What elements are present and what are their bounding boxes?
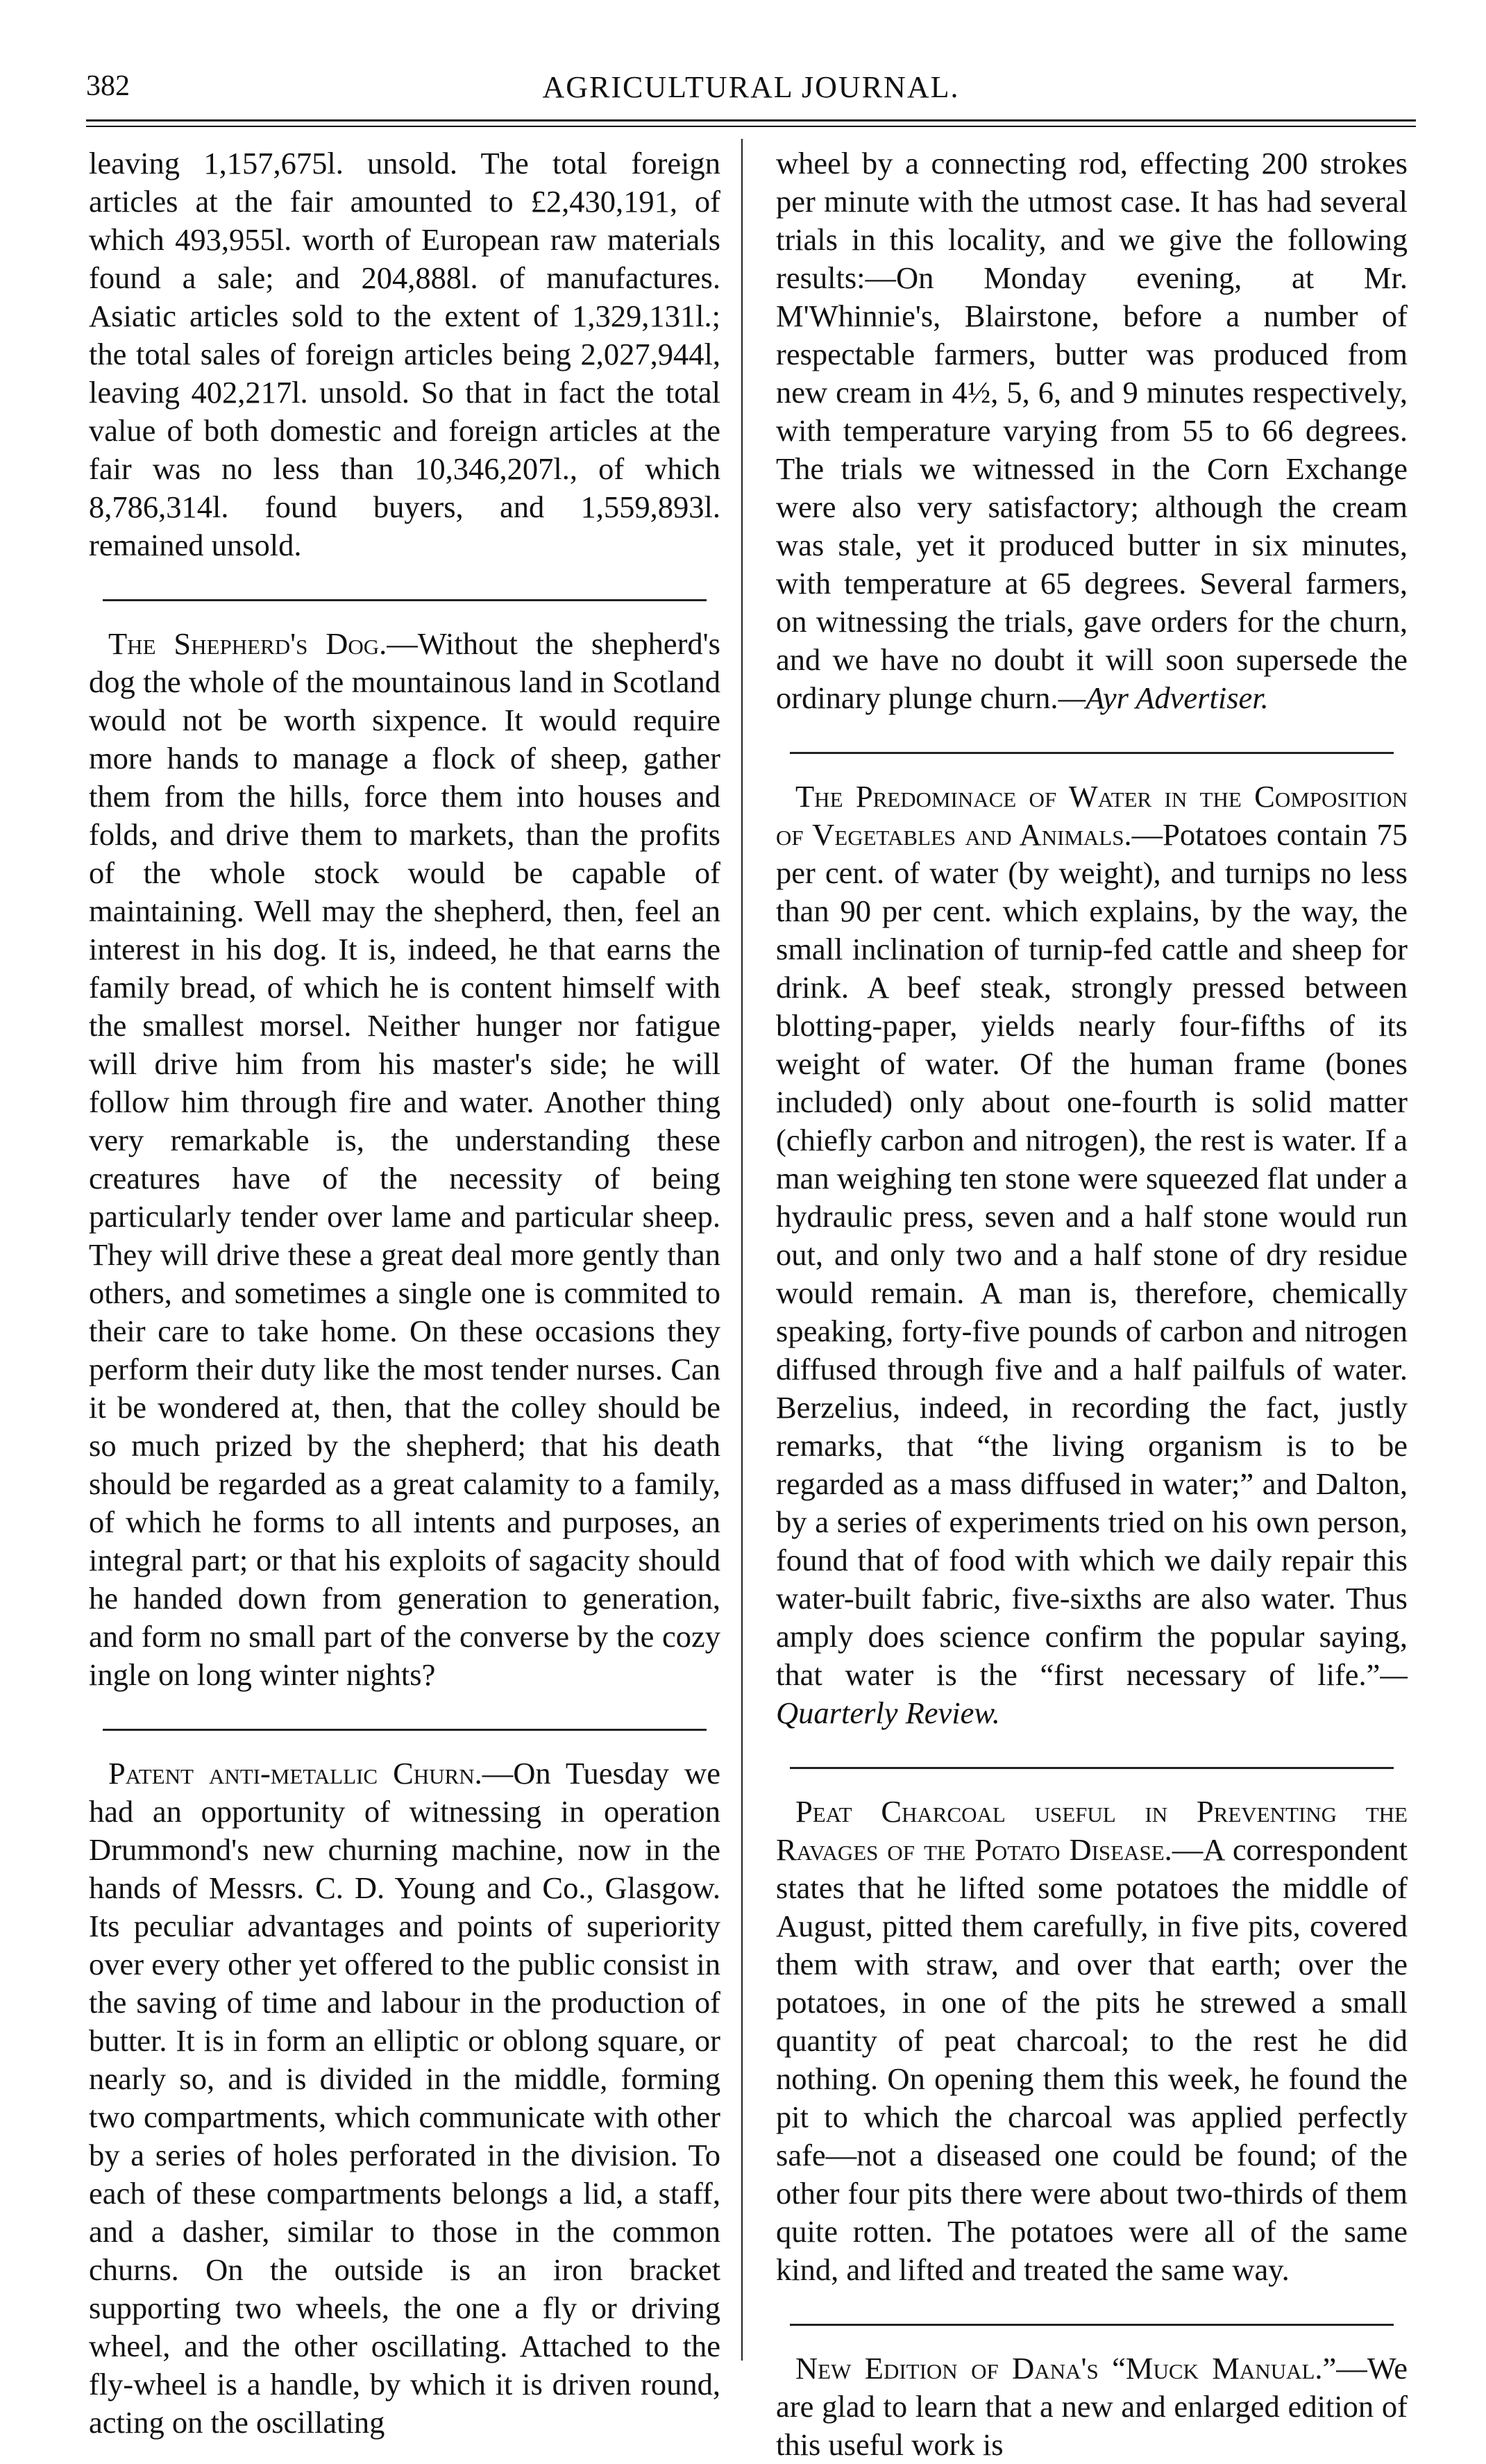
article-source: —Ayr Advertiser. (1058, 680, 1269, 715)
page-header (86, 69, 1416, 111)
article-title: Patent anti-metallic Churn. (108, 1756, 482, 1791)
article-body: —We are glad to learn that a new and enlarged edition of this useful work is (776, 2351, 1408, 2462)
article-divider (790, 752, 1394, 754)
article-body: —Without the shepherd's dog the whole of the mountainous land in Scotland would not be worth sixpence. It would require more hands to manage a flock of sheep, gather them from the hills, force them into houses and folds, and drive them to markets, than the profits of the whole stock would be capable of maintaining. Well may the shepherd, then, feel an interest in his dog. It is, indeed, he that earns the family bread, of which he is content himself with the smallest morsel. Neither hunger nor fatigue will drive him from his master's side; he will follow him through fire and water. Another thing very remarkable is, the understanding these creatures have of the necessity of being particularly tender over lame and particular sheep. They will drive these a great deal more gently than others, and sometimes a single one is commited to their care to take home. On these occasions they perform their duty like the most tender nurses. Can it be wondered at, then, that the colley should be so much prized by the shepherd; that his death should be regarded as a great calamity to a family, of which he forms to all intents and purposes, an integral part; or that his exploits of sagacity should he handed down from generation to generation, and form no small part of the converse by the cozy ingle on long winter nights? (89, 626, 720, 1692)
header-rule (86, 119, 1416, 127)
article-title: The Shepherd's Dog. (108, 626, 387, 661)
article-patent-churn (89, 1754, 720, 2442)
article-title: The Predominace of Water in the Composition of Vegetables and Animals. (776, 779, 1408, 852)
page-number: 382 (86, 70, 130, 102)
left-column (89, 144, 720, 2440)
churn-continuation-text (776, 144, 1408, 717)
article-body: wheel by a connecting rod, effecting 200 strokes per minute with the utmost case. It has had several trials in this locality, and we give the following results:—On Monday evening, at Mr. M'Whinnie's, Blairstone, before a number of respectable farmers, butter was produced from new cream in 4½, 5, 6, and 9 minutes respectively, with temperature varying from 55 to 66 degrees. The trials we witnessed in the Corn Exchange were also very satisfactory; although the cream was stale, yet it produced butter in six minutes, with temperature at 65 degrees. Several farmers, on witnessing the trials, gave orders for the churn, and we have no doubt it will soon supersede the ordinary plunge churn. (776, 146, 1408, 715)
article-divider (103, 1729, 707, 1731)
article-title: New Edition of Dana's “Muck Manual.” (795, 2351, 1337, 2386)
article-dana-muck-manual (776, 2349, 1408, 2464)
article-shepherds-dog (89, 625, 720, 1694)
article-divider (103, 599, 707, 601)
article-body: —Potatoes contain 75 per cent. of water (by weight), and turnips no less than 90 per cent. which explains, by the way, the small inclination of turnip-fed cattle and sheep for drink. A beef steak, strongly pressed between blotting-paper, yields nearly four-fifths of its weight of water. Of the human frame (bones included) only about one-fourth is solid matter (chiefly carbon and nitrogen), the rest is water. If a man weighing ten stone were squeezed flat under a hydraulic press, seven and a half stone would run out, and only two and a half stone of dry residue would remain. A man is, therefore, chemically speaking, forty-five pounds of carbon and nitrogen diffused through five and a half pailfuls of water. Berzelius, indeed, in recording the fact, justly remarks, that “the living organism is to be regarded as a mass diffused in water;” and Dalton, by a series of experiments tried on his own person, found that of food with which we daily repair this water-built fabric, five-sixths are also water. Thus amply does science confirm the popular saying, that water is the “first necessary of life.” (776, 817, 1408, 1692)
article-body: —On Tuesday we had an opportunity of witnessing in operation Drummond's new churning machine, now in the hands of Messrs. C. D. Young and Co., Glasgow. Its peculiar advantages and points of superiority over every other yet offered to the public consist in the saving of time and labour in the production of butter. It is in form an elliptic or oblong square, or nearly so, and is divided in the middle, forming two compartments, which communicate with other by a series of holes perforated in the division. To each of these compartments belongs a lid, a staff, and a dasher, similar to those in the common churns. On the outside is an iron bracket supporting two wheels, the one a fly or driving wheel, and the other oscillating. Attached to the fly-wheel is a handle, by which it is driven round, acting on the oscillating (89, 1756, 720, 2440)
article-peat-charcoal (776, 1793, 1408, 2289)
running-title: AGRICULTURAL JOURNAL. (542, 70, 960, 104)
fair-continuation-text: leaving 1,157,675l. unsold. The total foreign articles at the fair amounted to £2,430,191, of which 493,955l. worth of European raw materials found a sale; and 204,888l. of manufactures. Asiatic articles sold to the extent of 1,329,131l.; the total sales of foreign articles being 2,027,944l, leaving 402,217l. unsold. So that in fact the total value of both domestic and foreign articles at the fair was no less than 10,346,207l., of which 8,786,314l. found buyers, and 1,559,893l. remained unsold. (89, 146, 720, 562)
column-divider (741, 139, 743, 2361)
right-column (776, 144, 1408, 2462)
article-divider (790, 1767, 1394, 1769)
article-body: —A correspondent states that he lifted some potatoes the middle of August, pitted them carefully, in five pits, covered them with straw, and over that earth; over the potatoes, in one of the pits he strewed a small quantity of peat charcoal; to the rest he did nothing. On opening them this week, he found the pit to which the charcoal was applied perfectly safe—not a diseased one could be found; of the other four pits there were about two-thirds of them quite rotten. The potatoes were all of the same kind, and lifted and treated the same way. (776, 1832, 1408, 2287)
article-source: —Quarterly Review. (776, 1657, 1408, 1730)
article-divider (790, 2324, 1394, 2326)
article-water-predominance (776, 778, 1408, 1732)
article-title: Peat Charcoal useful in Preventing the Ravages of the Potato Disease. (776, 1794, 1408, 1867)
